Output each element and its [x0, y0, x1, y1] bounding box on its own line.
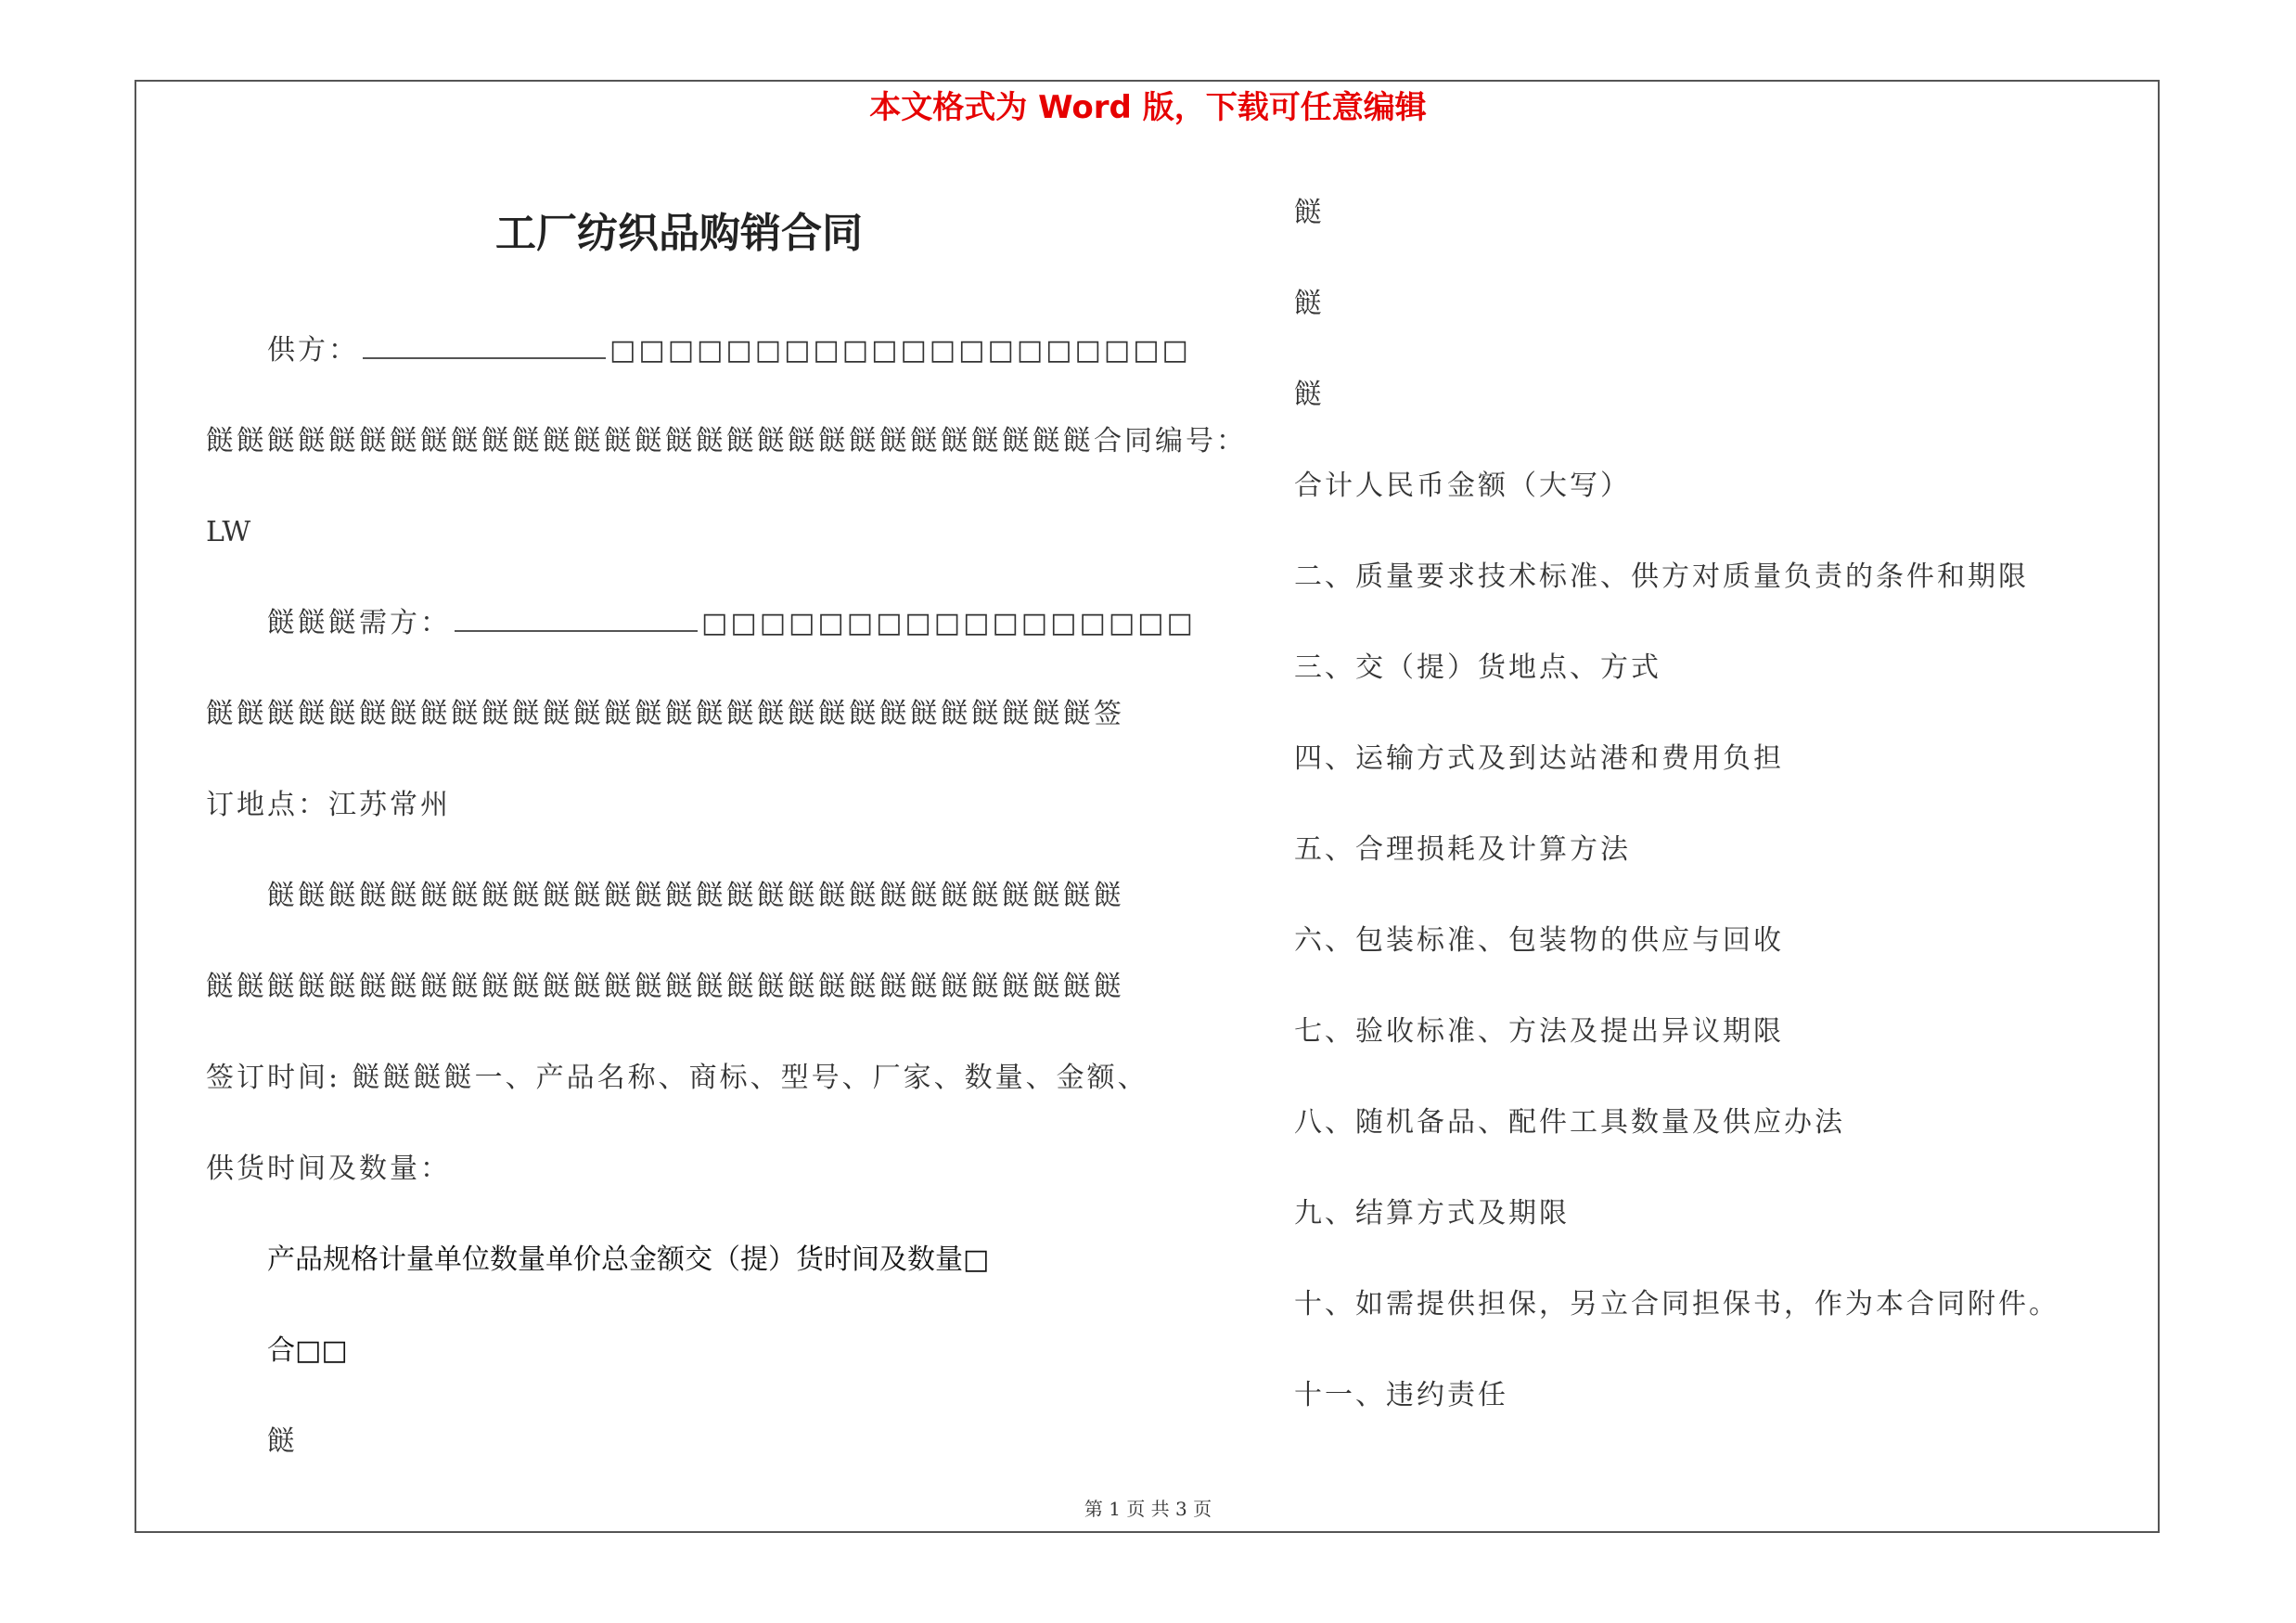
supplier-line [267, 330, 1191, 371]
product-table-header: 产品规格计量单位数量单价总金额交（提）货时间及数量□ [267, 1243, 990, 1276]
document-title: 工厂纺织品购销合同 [495, 210, 863, 257]
buyer-label: 餸餸餸需方： [267, 607, 451, 639]
clause-four: 四、运输方式及到达站港和费用负担 [1294, 742, 1784, 775]
placeholder-line: 餸 [1294, 288, 1325, 320]
format-notice-banner: 本文格式为 Word 版，下载可任意编辑 [869, 89, 1427, 126]
supplier-placeholder-boxes: □□□□□□□□□□□□□□□□□□□□ [609, 334, 1191, 367]
placeholder-line: 餸 [1294, 197, 1325, 229]
clause-six: 六、包装标准、包装物的供应与回收 [1294, 924, 1784, 957]
clause-seven: 七、验收标准、方法及提出异议期限 [1294, 1015, 1784, 1048]
total-amount-line: 合计人民币金额（大写） [1294, 470, 1631, 502]
clause-nine: 九、结算方式及期限 [1294, 1197, 1570, 1230]
placeholder-line: 餸餸餸餸餸餸餸餸餸餸餸餸餸餸餸餸餸餸餸餸餸餸餸餸餸餸餸餸餸餸 [206, 971, 1124, 1003]
placeholder-line: 餸餸餸餸餸餸餸餸餸餸餸餸餸餸餸餸餸餸餸餸餸餸餸餸餸餸餸餸餸签 [206, 698, 1124, 730]
supplier-label: 供方： [267, 334, 359, 367]
placeholder-line: 餸餸餸餸餸餸餸餸餸餸餸餸餸餸餸餸餸餸餸餸餸餸餸餸餸餸餸餸 [267, 880, 1124, 912]
clause-eight: 八、随机备品、配件工具数量及供应办法 [1294, 1106, 1845, 1139]
contract-number-line: 餸餸餸餸餸餸餸餸餸餸餸餸餸餸餸餸餸餸餸餸餸餸餸餸餸餸餸餸餸合同编号： [206, 425, 1247, 457]
clause-five: 五、合理损耗及计算方法 [1294, 833, 1631, 866]
section-one-continued: 供货时间及数量： [206, 1153, 451, 1185]
signing-place: 订地点：江苏常州 [206, 789, 451, 821]
placeholder-line: 餸 [1294, 379, 1325, 411]
buyer-line [267, 603, 1196, 644]
page-number-footer: 第 1 页 共 3 页 [1084, 1498, 1212, 1520]
placeholder-line: 餸 [267, 1425, 298, 1458]
product-table-total: 合□□ [267, 1334, 348, 1367]
buyer-placeholder-boxes: □□□□□□□□□□□□□□□□□ [701, 607, 1196, 639]
clause-three: 三、交（提）货地点、方式 [1294, 651, 1661, 684]
contract-number-value: LW [206, 516, 251, 548]
signing-time-and-section-one: 签订时间: 餸餸餸餸一、产品名称、商标、型号、厂家、数量、金额、 [206, 1062, 1148, 1094]
clause-eleven: 十一、违约责任 [1294, 1379, 1508, 1411]
buyer-blank[interactable] [455, 604, 698, 632]
supplier-blank[interactable] [363, 331, 606, 359]
clause-ten: 十、如需提供担保，另立合同担保书，作为本合同附件。 [1294, 1288, 2059, 1320]
clause-two: 二、质量要求技术标准、供方对质量负责的条件和期限 [1294, 560, 2029, 593]
